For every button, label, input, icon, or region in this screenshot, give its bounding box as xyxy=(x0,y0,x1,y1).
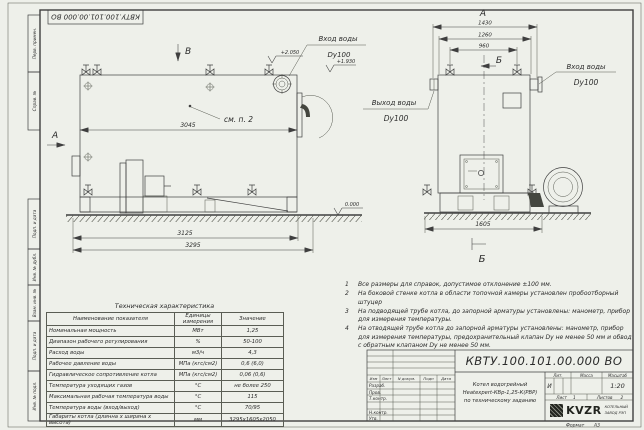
header-units: Единицы измерения xyxy=(175,313,222,326)
elev-0000: 0.000 xyxy=(344,202,360,208)
cell: 70/95 xyxy=(222,403,284,414)
ground-hatch xyxy=(424,213,591,220)
sign-razrab: Разраб. xyxy=(369,383,386,388)
scale-header: Масштаб xyxy=(607,372,627,378)
note-text: На отводящей трубе котла до запорной арматуры установлены: манометр, прибор для измерения температуры, предохранительный клапан Dy не менее 50 мм и обвод с обратным клапаном Dy не менее 50 мм. xyxy=(358,325,632,349)
doc-name-line2: Heatexpert-КВр-1,25-К(РВР) xyxy=(462,390,538,397)
furnace-door xyxy=(460,155,503,193)
outlet-text: Выход воды xyxy=(371,99,417,107)
flange-icon xyxy=(272,74,292,94)
dim-1605: 1605 xyxy=(475,221,491,228)
dim-960: 960 xyxy=(478,43,490,50)
cell: 4,3 xyxy=(222,348,284,359)
outlet-flange xyxy=(430,79,438,90)
elev-1930: +1.930 xyxy=(336,59,356,65)
sheets-value: 2 xyxy=(620,394,624,400)
dim-3045: 3045 xyxy=(180,122,196,129)
outlet-dn: Dy100 xyxy=(383,114,409,123)
dim-3295: 3295 xyxy=(185,242,201,249)
doc-name-line3: по техническому заданию xyxy=(463,397,537,404)
format-label: Формат xyxy=(566,423,585,429)
cell: Гидравлическое сопротивление котла xyxy=(47,370,175,381)
note-item xyxy=(345,325,633,350)
sheets-label: Листов xyxy=(596,394,613,400)
sign-nkontr: Н.контр. xyxy=(369,409,388,415)
top-stamp xyxy=(48,10,143,24)
valve-icon xyxy=(423,185,431,195)
table-row xyxy=(47,326,284,337)
logo-subtitle xyxy=(605,405,628,415)
elevation-outlet xyxy=(326,59,356,72)
sign-tkontr: Т.контр. xyxy=(369,396,388,401)
cell: Габариты котла (длинна х ширина х высота) xyxy=(47,414,175,427)
lit-header: Лит. xyxy=(553,372,563,378)
cell: МПа (кгс/см2) xyxy=(175,359,222,370)
cell: Номинальная мощность xyxy=(47,326,175,337)
ground-hatch xyxy=(66,215,362,222)
outlet-label-front xyxy=(363,91,434,123)
see-note-text: см. п. 2 xyxy=(224,115,253,124)
valve-icon xyxy=(248,185,256,195)
cell: 115 xyxy=(222,392,284,403)
valve-icon xyxy=(84,185,92,195)
valve-icon xyxy=(446,65,454,75)
inlet-flange xyxy=(530,77,542,92)
rev-header-data: Дата xyxy=(441,376,451,381)
cell: 50-100 xyxy=(222,337,284,348)
note-text: На подводящей трубе котла, до запорной арматуры установлены: манометр, прибор для измерения температуры. xyxy=(358,307,631,324)
blower-motor xyxy=(120,160,171,213)
front-bracket xyxy=(72,156,80,176)
lug-icon xyxy=(206,83,215,92)
kvzr-logo-icon xyxy=(550,404,563,417)
margin-boxes xyxy=(28,15,40,421)
logo-text: KVZR xyxy=(566,404,602,417)
cell: МВт xyxy=(175,326,222,337)
cell: % xyxy=(175,337,222,348)
format-note xyxy=(566,423,600,429)
note-number: 2 xyxy=(345,290,349,298)
notes-list xyxy=(345,281,633,351)
rear-hatch xyxy=(297,93,333,138)
cell: не более 250 xyxy=(222,381,284,392)
base-skid-side xyxy=(80,197,297,212)
table-row xyxy=(47,348,284,359)
tech-table-header xyxy=(47,313,284,326)
dim-1430: 1430 xyxy=(478,20,492,27)
elev-2050: +2.050 xyxy=(280,50,300,56)
boiler-body-side xyxy=(80,75,297,197)
inlet-text: Вход воды xyxy=(566,63,606,71)
valve-icon xyxy=(513,65,521,75)
logo-sub2: ЗАВОД РЭП xyxy=(604,410,626,415)
inlet-dn: Dy100 xyxy=(327,51,351,59)
note-item xyxy=(345,308,633,325)
cell: °С xyxy=(175,392,222,403)
valve-icon xyxy=(193,185,201,195)
view-label-B: В xyxy=(185,47,192,57)
margin-label-3: Инв. № дубл. xyxy=(32,252,37,282)
cell: Температура воды (вход/выход) xyxy=(47,403,175,414)
format-value: А3 xyxy=(594,423,600,429)
tech-table xyxy=(46,302,283,427)
header-value: Значение xyxy=(222,313,284,326)
margin-label-5: Подп. и дата xyxy=(32,331,37,361)
table-row xyxy=(47,381,284,392)
top-stamp-number: КВТУ.100.101.00.000 ВО xyxy=(51,12,140,21)
valve-icon xyxy=(82,65,90,75)
cell: 0,6 (6,0) xyxy=(222,359,284,370)
logo xyxy=(545,400,633,421)
rev-header-ndoc: N докум. xyxy=(397,376,416,381)
logo-sub1: КОТЕЛЬНЫЙ xyxy=(604,405,628,410)
cell: 0,06 (0,6) xyxy=(222,370,284,381)
cell: Температура уходящих газов xyxy=(47,381,175,392)
cell: Расход воды xyxy=(47,348,175,359)
section-label-top: Б xyxy=(495,56,503,66)
cell: °С xyxy=(175,381,222,392)
table-row xyxy=(47,403,284,414)
cell: Максимальная рабочая температура воды xyxy=(47,392,175,403)
view-label-A-side: А xyxy=(52,131,59,141)
inlet-text: Вход воды xyxy=(318,35,358,43)
doc-name xyxy=(455,374,545,414)
cell: м3/ч xyxy=(175,348,222,359)
table-row xyxy=(47,414,284,427)
valve-icon xyxy=(93,65,101,75)
cell: °С xyxy=(175,403,222,414)
dim-1260: 1260 xyxy=(478,32,492,39)
inlet-label-front xyxy=(539,63,616,87)
dim-3125: 3125 xyxy=(177,230,193,237)
lit-value: И xyxy=(547,382,552,390)
base-front xyxy=(440,193,530,212)
margin-label-2: Подп. и дата xyxy=(32,209,37,239)
note-number: 3 xyxy=(345,307,349,315)
face-box xyxy=(503,93,521,108)
cell: МПа (кгс/см2) xyxy=(175,370,222,381)
cell: мм xyxy=(175,414,222,427)
margin-label-6: Инв. № подл. xyxy=(32,381,37,411)
note-number: 4 xyxy=(345,325,349,333)
cell: 3295х1605х2050 xyxy=(222,414,284,427)
table-row xyxy=(47,370,284,381)
cell: Рабочее давление воды xyxy=(47,359,175,370)
lug-icon xyxy=(84,153,93,162)
inlet-label-side xyxy=(289,35,366,76)
elevation-zero xyxy=(334,202,363,215)
inlet-dn: Dy100 xyxy=(573,78,599,87)
sign-prov: Пров. xyxy=(369,389,382,395)
cell: Диапазон рабочего регулирования xyxy=(47,337,175,348)
note-text: На боковой стенке котла в области топочной камеры установлен пробоотборный штуцер xyxy=(358,290,619,306)
note-item xyxy=(345,290,633,307)
note-item xyxy=(345,281,633,289)
note-number: 1 xyxy=(345,281,349,288)
section-label-bottom: Б xyxy=(478,254,486,265)
lug-icon xyxy=(84,82,93,91)
rev-header-list: Лист xyxy=(381,376,392,381)
rev-header-izm: Изм xyxy=(369,376,378,381)
tech-table-title: Техническая характеристика xyxy=(114,302,215,310)
mass-header: Масса xyxy=(580,372,593,378)
table-row xyxy=(47,337,284,348)
margin-label-0: Перв. примен. xyxy=(32,27,37,60)
header-name: Наименование показателя xyxy=(47,313,175,326)
see-note-leader xyxy=(189,105,254,124)
section-mark-bottom xyxy=(472,238,486,265)
rev-header-podp: Подп xyxy=(423,376,434,381)
doc-number: КВТУ.100.101.00.000 ВО xyxy=(465,354,623,368)
note-text: Все размеры для справок, допустимое отклонение ±100 мм. xyxy=(358,281,552,288)
front-view xyxy=(363,9,616,265)
valve-icon xyxy=(206,65,214,75)
doc-name-line1: Котел водогрейный xyxy=(472,382,528,389)
scale-value: 1:20 xyxy=(610,382,625,390)
sheet-label: Лист xyxy=(556,394,567,400)
table-row xyxy=(47,392,284,403)
cell: 1,25 xyxy=(222,326,284,337)
view-label-A-front: А xyxy=(479,9,487,19)
sign-utv: Утв. xyxy=(369,415,378,421)
table-row xyxy=(47,359,284,370)
valve-icon xyxy=(265,65,273,75)
margin-label-1: Справ. № xyxy=(32,90,37,112)
side-view xyxy=(47,35,366,253)
front-dims-top xyxy=(433,9,537,78)
margin-label-4: Взам. инв. № xyxy=(32,288,37,318)
sheet-value: 1 xyxy=(572,394,576,400)
